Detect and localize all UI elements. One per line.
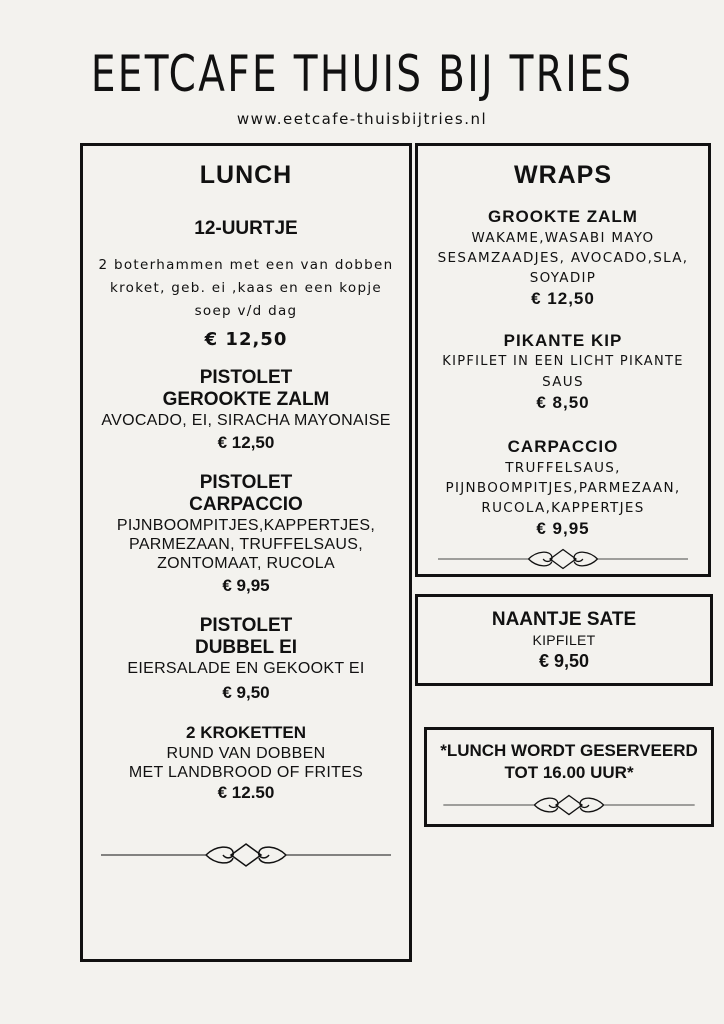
item-name: 12-UURTJE: [194, 218, 298, 239]
item-name: GEROOKTE ZALM: [162, 389, 330, 410]
item-name: DUBBEL EI: [194, 637, 298, 658]
item-name: 2 KROKETTEN: [186, 723, 306, 742]
item-name: PISTOLET: [199, 615, 293, 636]
menu-item-pistolet-carpaccio: [83, 472, 409, 597]
note-line: TOT 16.00 UUR*: [504, 763, 634, 782]
item-name: PISTOLET: [199, 367, 293, 388]
note-line: *LUNCH WORDT GESERVEERD: [440, 741, 698, 760]
item-name: NAANTJE SATE: [491, 609, 637, 630]
menu-item-pistolet-ei: [83, 615, 409, 704]
item-price: € 9,50: [538, 651, 590, 671]
restaurant-title: EETCAFE THUIS BIJ TRIES: [90, 45, 634, 103]
item-price: € 8,50: [536, 393, 590, 412]
item-description: SESAMZAADJES, AVOCADO,SLA,: [437, 250, 689, 266]
scroll-divider-icon: [101, 840, 391, 870]
item-description: RUND VAN DOBBEN: [166, 745, 326, 762]
item-description: 2 boterhammen met een van dobben: [98, 257, 394, 273]
lunch-heading: LUNCH: [199, 161, 293, 189]
lunch-time-note: [424, 727, 714, 827]
naantje-sate-section: [415, 594, 713, 686]
item-name: CARPACCIO: [507, 437, 619, 456]
item-description: TRUFFELSAUS,: [505, 460, 621, 476]
item-price: € 12.50: [217, 783, 275, 802]
item-price: € 9,95: [536, 519, 590, 538]
menu-item-12-uurtje: [83, 218, 409, 351]
menu-item-kroketten: [83, 722, 409, 804]
item-description: ZONTOMAAT, RUCOLA: [157, 555, 335, 572]
item-description: PARMEZAAN, TRUFFELSAUS,: [129, 536, 363, 553]
wrap-item-kip: [418, 330, 708, 414]
item-description: EIERSALADE EN GEKOOKT EI: [127, 660, 365, 677]
item-description: RUCOLA,KAPPERTJES: [481, 500, 645, 516]
item-description: WAKAME,WASABI MAYO: [471, 230, 655, 246]
item-description: SOYADIP: [529, 270, 597, 286]
wrap-item-zalm: [418, 206, 708, 310]
lunch-section: [80, 143, 412, 962]
wraps-section: [415, 143, 711, 577]
item-price: € 9,95: [222, 576, 270, 595]
menu-item-pistolet-zalm: [83, 367, 409, 454]
item-price: € 12,50: [217, 433, 275, 452]
scroll-divider-icon: [438, 546, 688, 572]
item-description: KIPFILET IN EEN LICHT PIKANTE: [442, 354, 684, 369]
item-description: KIPFILET: [532, 632, 596, 648]
item-price: € 9,50: [222, 683, 270, 702]
item-name: GROOKTE ZALM: [488, 207, 638, 226]
item-description: soep v/d dag: [194, 303, 298, 319]
item-description: MET LANDBROOD OF FRITES: [128, 764, 364, 781]
item-description: SAUS: [542, 374, 584, 390]
item-description: PIJNBOOMPITJES,PARMEZAAN,: [445, 480, 681, 496]
item-price: € 12,50: [204, 329, 288, 350]
wraps-heading: WRAPS: [513, 161, 613, 189]
item-description: PIJNBOOMPITJES,KAPPERTJES,: [116, 517, 376, 534]
item-name: PIKANTE KIP: [503, 331, 623, 350]
scroll-divider-icon: [439, 792, 699, 818]
item-description: AVOCADO, EI, SIRACHA MAYONAISE: [101, 412, 391, 429]
wrap-item-carpaccio: [418, 436, 708, 540]
item-name: PISTOLET: [199, 472, 293, 493]
website-link[interactable]: www.eetcafe-thuisbijtries.nl: [236, 110, 488, 128]
item-description: kroket, geb. ei ,kaas en een kopje: [110, 280, 382, 296]
item-name: CARPACCIO: [189, 494, 303, 515]
item-price: € 12,50: [531, 289, 595, 308]
